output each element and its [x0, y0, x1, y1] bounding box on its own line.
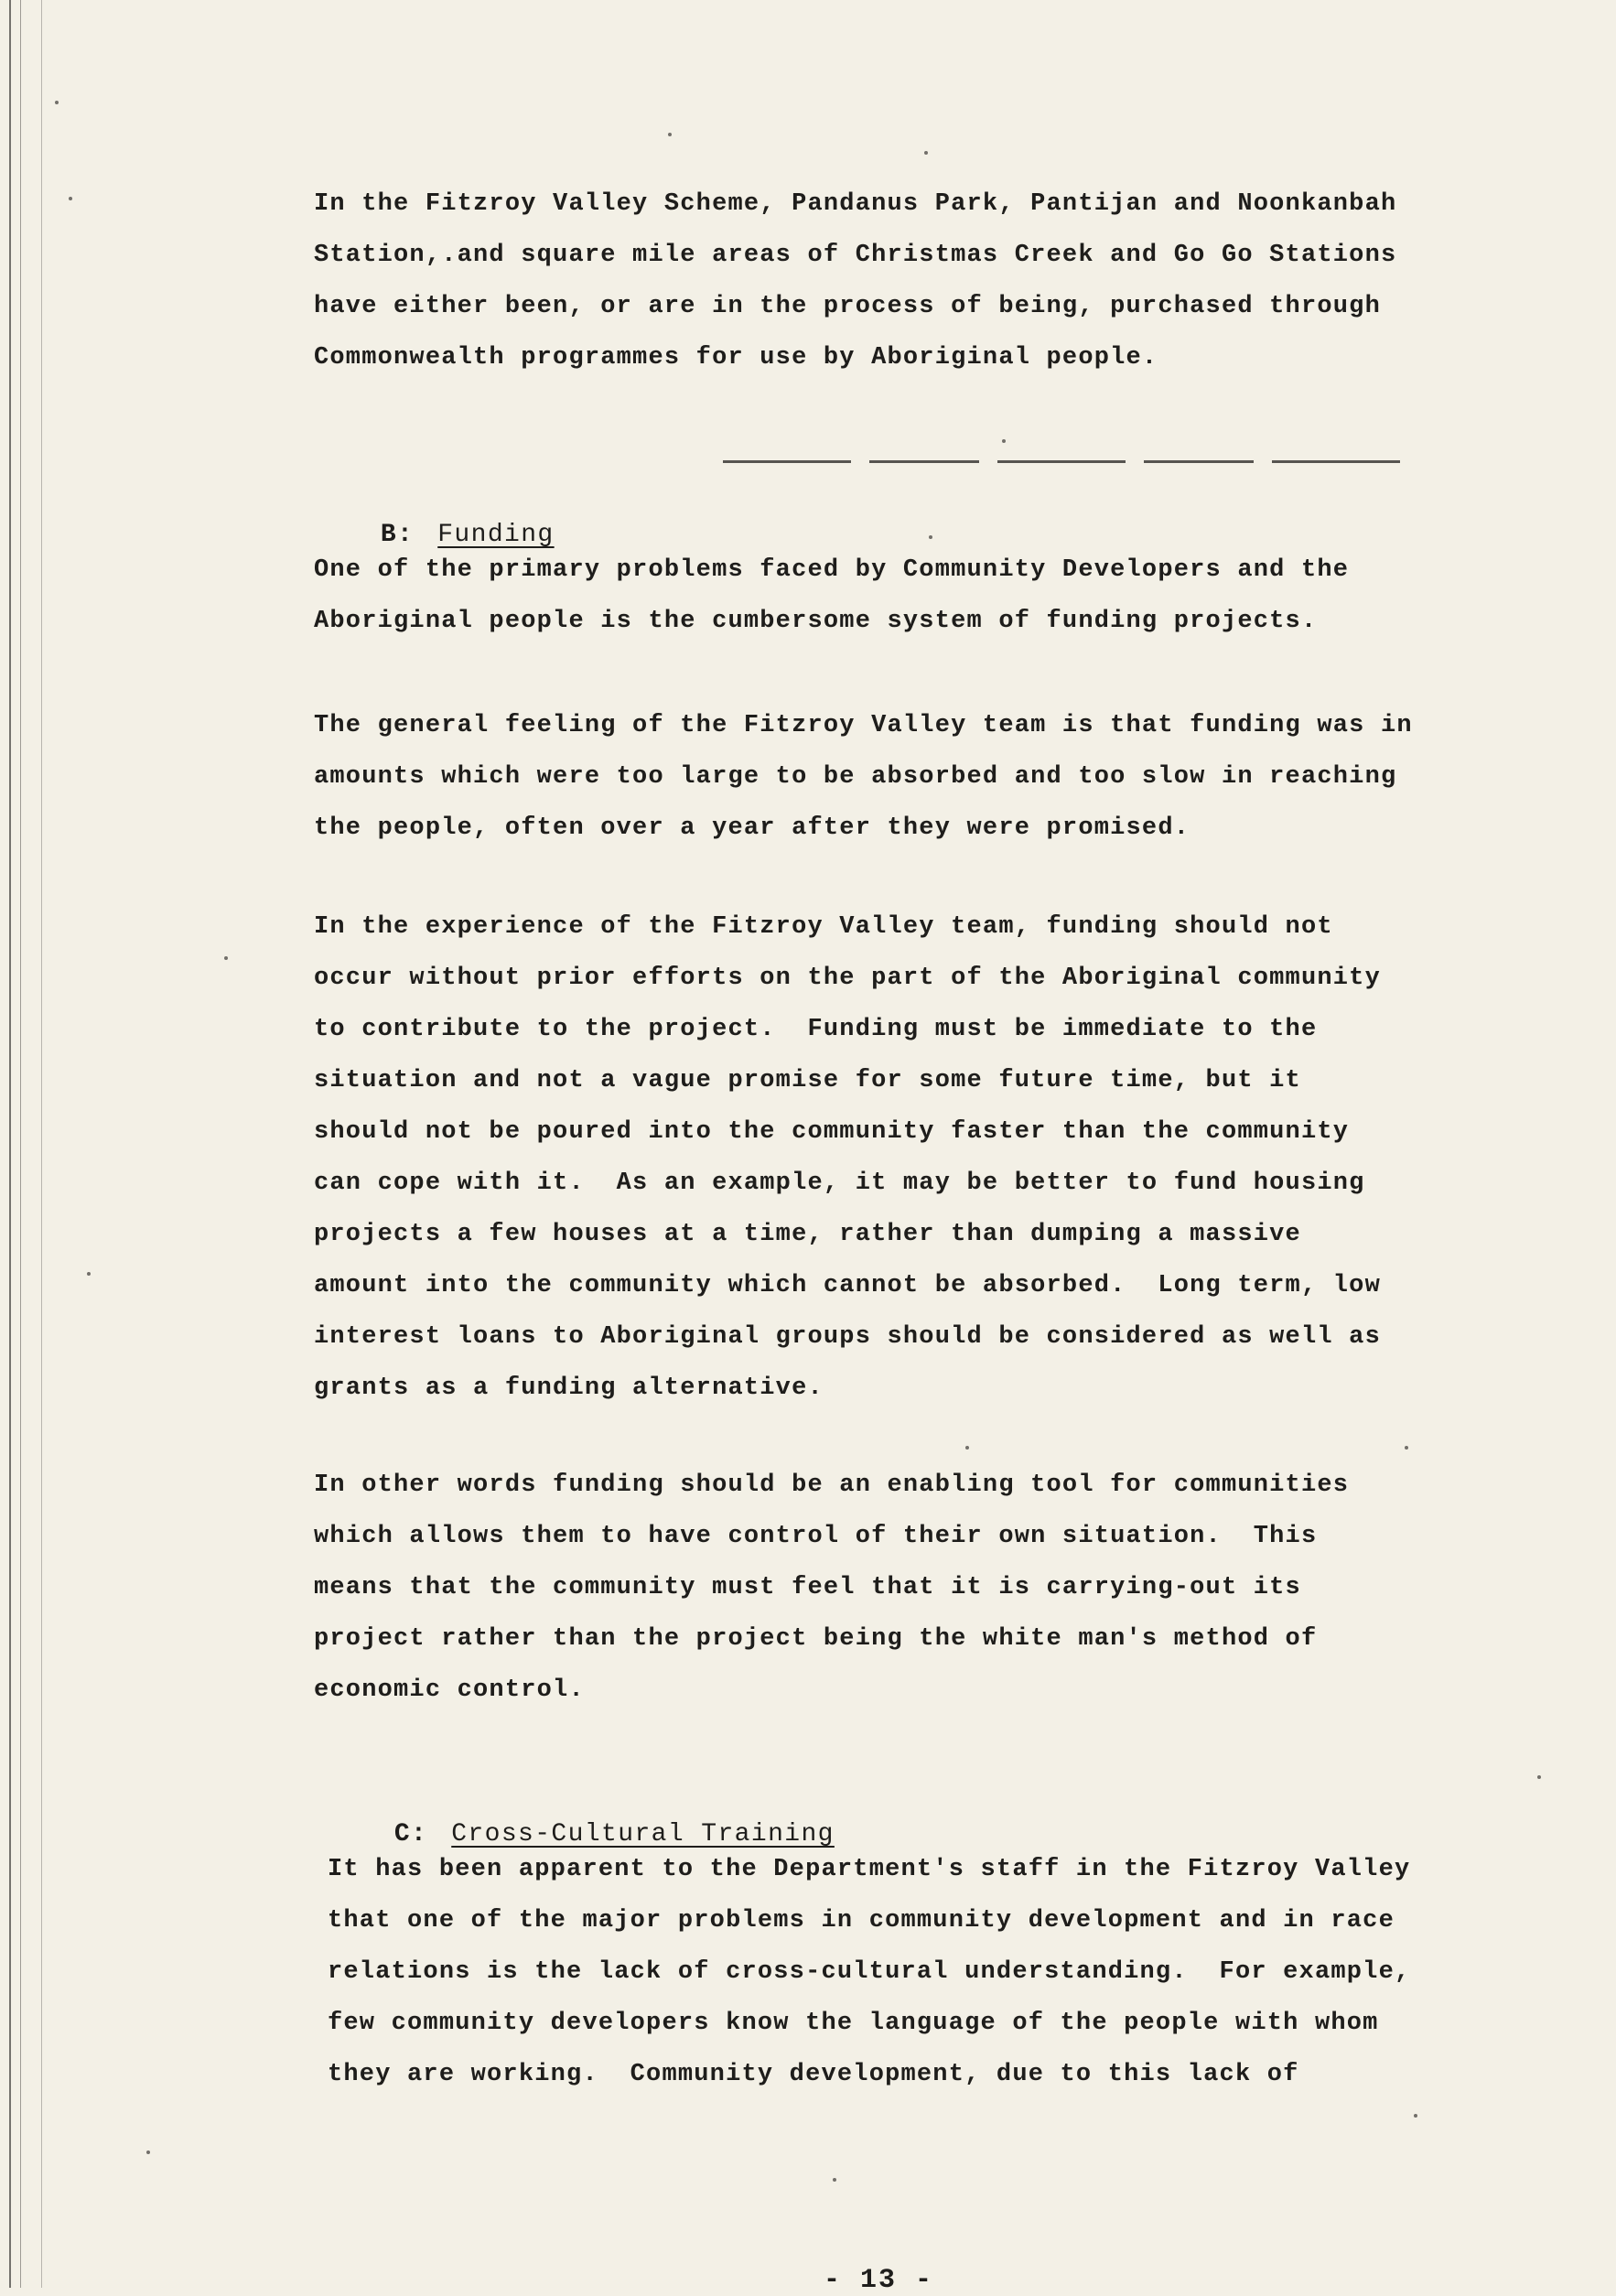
section-title: Cross-Cultural Training — [451, 1820, 835, 1849]
text-line: Station,.and square mile areas of Christmas Creek and Go Go Stations — [314, 242, 1397, 269]
binding-edge-line — [41, 0, 42, 2288]
text-line: grants as a funding alternative. — [314, 1374, 824, 1402]
text-line: they are working. Community development, due to this lack of — [328, 2061, 1299, 2088]
scan-speck — [1414, 2114, 1417, 2118]
funding-paragraph-2 — [314, 700, 1485, 854]
binding-edge-line — [20, 0, 21, 2288]
scan-speck — [1002, 439, 1006, 443]
text-line: the people, often over a year after they were promised. — [314, 814, 1190, 842]
text-line: One of the primary problems faced by Community Developers and the — [314, 556, 1350, 584]
text-line: amounts which were too large to be absorbed and too slow in reaching — [314, 763, 1397, 791]
scan-speck — [69, 197, 72, 200]
scan-speck — [924, 151, 928, 155]
scan-speck — [146, 2150, 150, 2154]
scan-speck — [929, 535, 932, 539]
text-line: means that the community must feel that it is carrying-out its — [314, 1574, 1301, 1601]
text-line: can cope with it. As an example, it may be better to fund housing — [314, 1170, 1365, 1197]
scan-speck — [965, 1446, 969, 1450]
text-line: The general feeling of the Fitzroy Valley team is that funding was in — [314, 712, 1413, 739]
text-line: In the experience of the Fitzroy Valley team, funding should not — [314, 913, 1333, 941]
scan-speck — [1537, 1775, 1541, 1779]
scan-speck — [87, 1272, 91, 1276]
cross-cultural-paragraph-1 — [328, 1844, 1499, 2100]
scan-speck — [668, 133, 672, 136]
intro-paragraph — [314, 178, 1485, 383]
text-line: to contribute to the project. Funding must be immediate to the — [314, 1016, 1318, 1043]
funding-paragraph-3 — [314, 901, 1485, 1414]
text-line: Commonwealth programmes for use by Aboriginal people. — [314, 344, 1158, 372]
binding-edge-line — [9, 0, 11, 2288]
text-line: projects a few houses at a time, rather than dumping a massive — [314, 1221, 1301, 1248]
section-divider — [723, 460, 1418, 463]
text-line: economic control. — [314, 1676, 585, 1704]
text-line: occur without prior efforts on the part of the Aboriginal community — [314, 965, 1381, 992]
funding-paragraph-1 — [314, 544, 1485, 647]
section-title: Funding — [437, 521, 555, 549]
text-line: project rather than the project being the white man's method of — [314, 1625, 1318, 1653]
section-label: B: — [380, 521, 415, 549]
text-line: which allows them to have control of their own situation. This — [314, 1523, 1318, 1550]
scan-speck — [224, 956, 228, 960]
scan-speck — [55, 101, 59, 104]
text-line: Aboriginal people is the cumbersome system of funding projects. — [314, 608, 1318, 635]
funding-paragraph-4 — [314, 1460, 1485, 1716]
text-line: amount into the community which cannot be absorbed. Long term, low — [314, 1272, 1381, 1299]
section-label: C: — [393, 1820, 428, 1849]
scan-speck — [833, 2178, 836, 2182]
text-line: that one of the major problems in community development and in race — [328, 1907, 1395, 1935]
text-line: few community developers know the language of the people with whom — [328, 2010, 1379, 2037]
text-line: It has been apparent to the Department's staff in the Fitzroy Valley — [328, 1856, 1411, 1883]
text-line: In other words funding should be an enabling tool for communities — [314, 1471, 1350, 1499]
text-line: interest loans to Aboriginal groups should be considered as well as — [314, 1323, 1381, 1351]
scan-speck — [1405, 1446, 1408, 1450]
text-line: should not be poured into the community faster than the community — [314, 1118, 1350, 1146]
text-line: situation and not a vague promise for some future time, but it — [314, 1067, 1301, 1094]
text-line: In the Fitzroy Valley Scheme, Pandanus Park, Pantijan and Noonkanbah — [314, 190, 1397, 218]
text-line: relations is the lack of cross-cultural understanding. For example, — [328, 1958, 1411, 1986]
text-line: have either been, or are in the process of being, purchased through — [314, 293, 1381, 320]
page-number: - 13 - — [824, 2265, 934, 2296]
